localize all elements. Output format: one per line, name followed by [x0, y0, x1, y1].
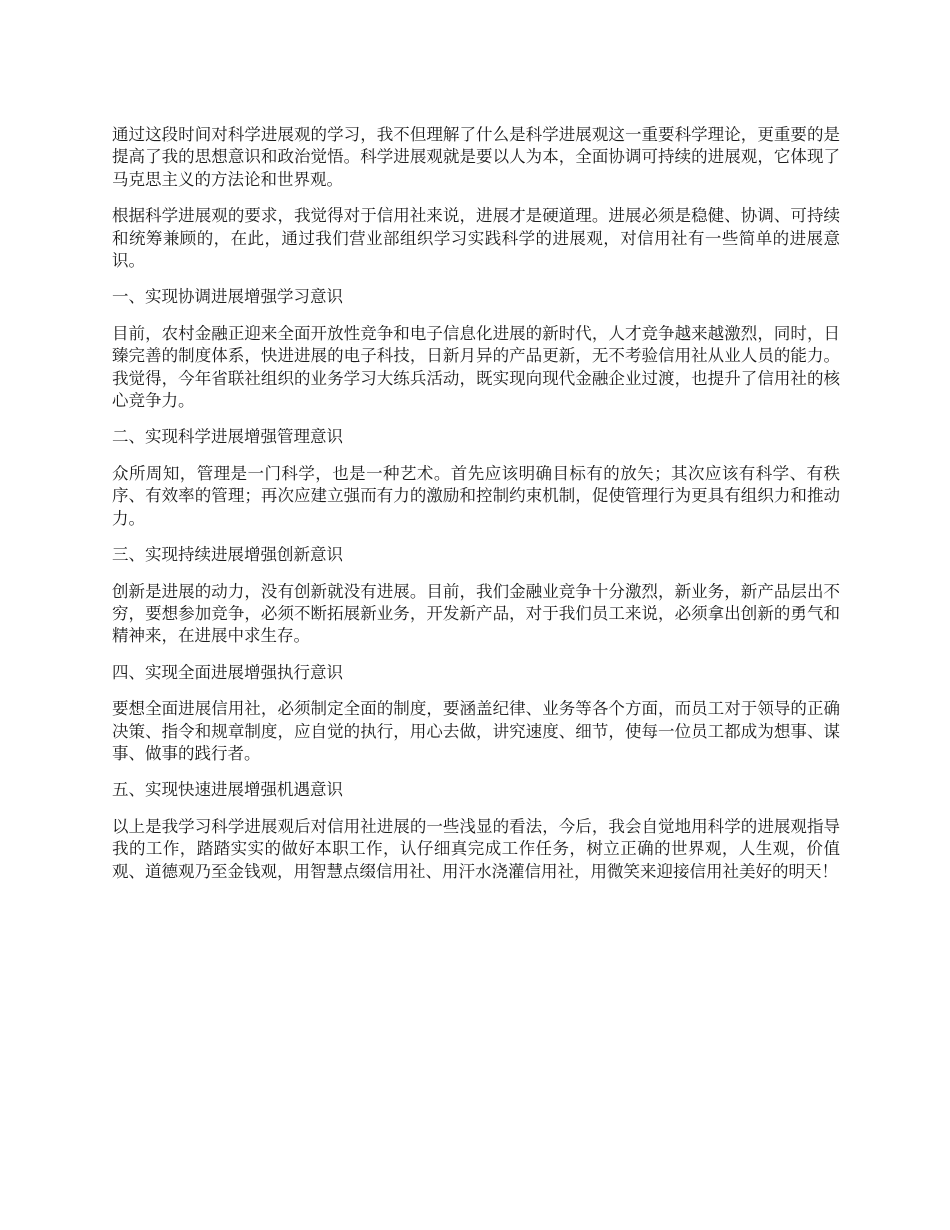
paragraph-conclusion: 以上是我学习科学进展观后对信用社进展的一些浅显的看法，今后，我会自觉地用科学的进展观指导我的工作，踏踏实实的做好本职工作，认仔细真完成工作任务，树立正确的世界观，人生观，价值观、道德观乃至金钱观，用智慧点缀信用社、用汗水浇灌信用社，用微笑来迎接信用社美好的明天！: [112, 816, 840, 881]
section-heading-1: 一、实现协调进展增强学习意识: [112, 287, 343, 307]
section-heading-5: 五、实现快速进展增强机遇意识: [112, 780, 343, 800]
section-heading-2: 二、实现科学进展增强管理意识: [112, 427, 343, 447]
paragraph-section-1: 目前，农村金融正迎来全面开放性竞争和电子信息化进展的新时代，人才竞争越来越激烈，同时，日臻完善的制度体系，快进进展的电子科技，日新月异的产品更新，无不考验信用社从业人员的能力。我觉得，今年省联社组织的业务学习大练兵活动，既实现向现代金融企业过渡，也提升了信用社的核心竞争力。: [112, 323, 840, 411]
section-heading-3: 三、实现持续进展增强创新意识: [112, 545, 343, 565]
document-body: [112, 124, 840, 897]
paragraph-section-3: 创新是进展的动力，没有创新就没有进展。目前，我们金融业竞争十分激烈，新业务，新产品层出不穷，要想参加竞争，必须不断拓展新业务，开发新产品，对于我们员工来说，必须拿出创新的勇气和精神来，在进展中求生存。: [112, 581, 840, 646]
section-heading-4: 四、实现全面进展增强执行意识: [112, 662, 343, 682]
paragraph-section-4: 要想全面进展信用社，必须制定全面的制度，要涵盖纪律、业务等各个方面，而员工对于领导的正确决策、指令和规章制度，应自觉的执行，用心去做，讲究速度、细节，使每一位员工都成为想事、谋事、做事的践行者。: [112, 699, 840, 763]
paragraph-section-2: 众所周知，管理是一门科学，也是一种艺术。首先应该明确目标有的放矢；其次应该有科学、有秩序、有效率的管理；再次应建立强而有力的激励和控制约束机制，促使管理行为更具有组织力和推动力。: [112, 463, 840, 528]
paragraph-intro: 通过这段时间对科学进展观的学习，我不但理解了什么是科学进展观这一重要科学理论，更重要的是提高了我的思想意识和政治觉悟。科学进展观就是要以人为本，全面协调可持续的进展观，它体现了马克思主义的方法论和世界观。: [112, 125, 840, 189]
paragraph-requirements: 根据科学进展观的要求，我觉得对于信用社来说，进展才是硬道理。进展必须是稳健、协调、可持续和统筹兼顾的，在此，通过我们营业部组织学习实践科学的进展观，对信用社有一些简单的进展意识。: [112, 206, 840, 271]
